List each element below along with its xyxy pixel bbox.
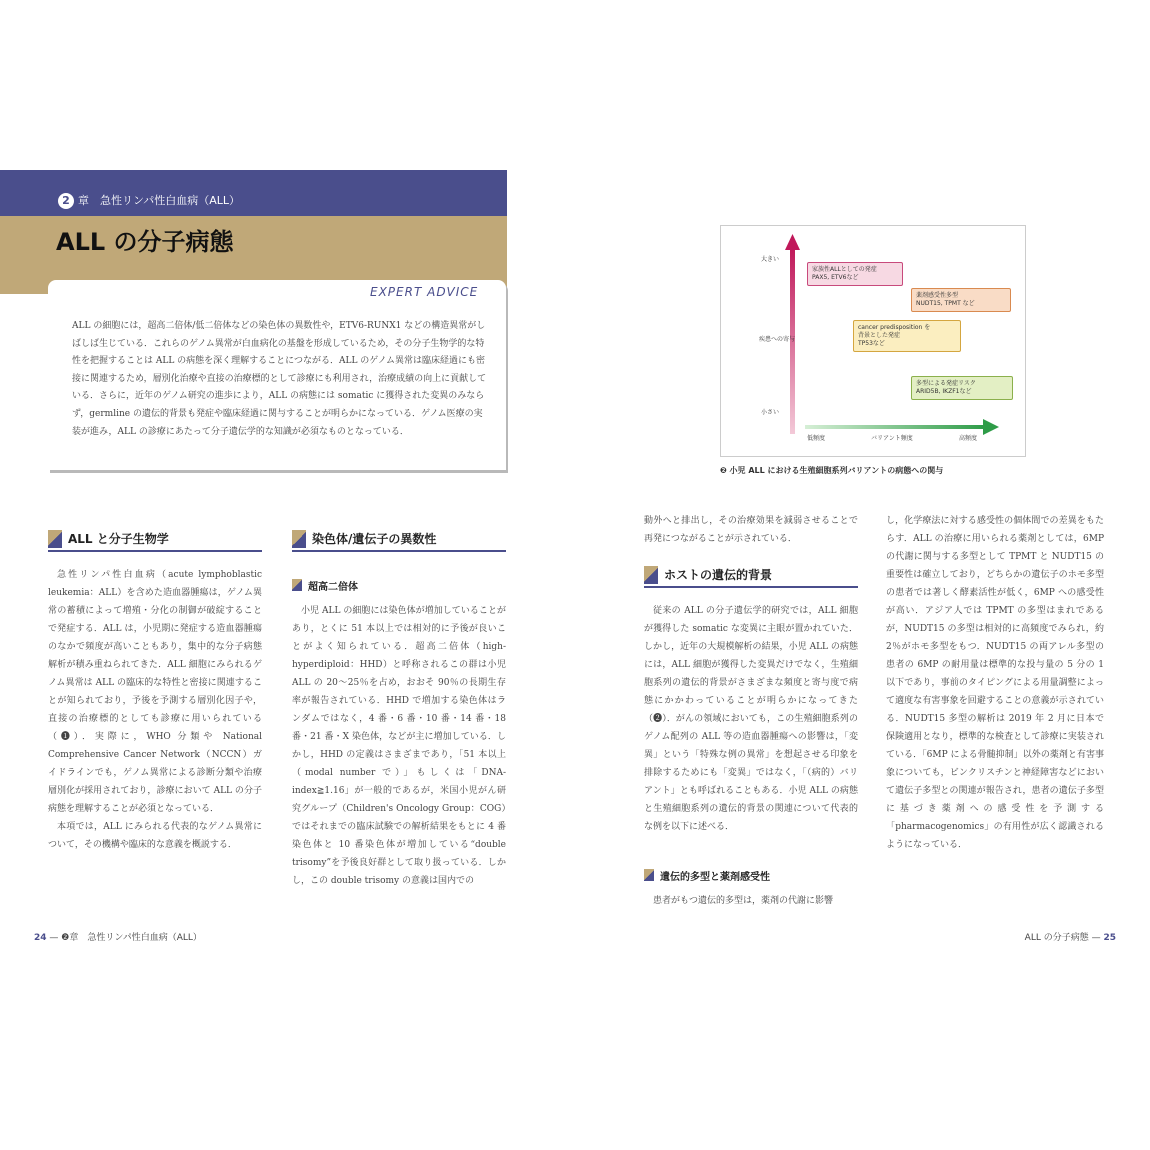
left-footer	[34, 930, 202, 943]
page-title: ALL の分子病態	[56, 228, 234, 256]
paragraph: 従来の ALL の分子遺伝学的研究では，ALL 細胞が獲得した somatic な変異に主眼が置かれていた．しかし，近年の大規模解析の結果，小児 ALL の病態には，ALL 細胞が獲得した変異だけでなく，生殖細胞系列の遺伝的背景がさまざまな頻度と寄与度で病態にかかわっていることが明らかになってきた（❷）．がんの領域においても，この生殖細胞系列のゲノム配列の ALL 等の造血器腫瘍への影響は，「変異」という「特殊な例の異常」を想起させる印象を排除するためにも「変異」ではなく，「（病的）バリアント」とも呼ばれることもある．小児 ALL の病態と生殖細胞系列の遺伝的背景の関連について代表的な例を以下に述べる．	[644, 606, 858, 832]
chapter-label: 章 急性リンパ性白血病（ALL）	[78, 194, 241, 207]
footer-separator: —	[1091, 933, 1101, 943]
chapter-band	[0, 170, 507, 216]
paragraph: 本項では，ALL にみられる代表的なゲノム異常について，その機構や臨床的な意義を概説する．	[48, 822, 262, 850]
x-label-low: 低頻度	[807, 435, 826, 442]
chapter-number-badge: 2	[58, 193, 74, 209]
right-footer	[1025, 930, 1116, 943]
x-label-mid: バリアント頻度	[871, 435, 913, 442]
section-heading-aneuploidy	[292, 528, 506, 552]
footer-title: ALL の分子病態	[1024, 933, 1089, 943]
subheading-text: 遺伝的多型と薬剤感受性	[660, 872, 770, 883]
subheading-marker-icon	[644, 869, 654, 881]
note-drug-sensitivity: 薬剤感受性多型 NUDT15, TPMT など	[911, 288, 1011, 312]
section-heading-text: 染色体/遺伝子の異数性	[312, 532, 437, 546]
page-number: 25	[1103, 933, 1116, 943]
paragraph: 患者がもつ遺伝的多型は，薬剤の代謝に影響	[653, 896, 834, 906]
y-axis-arrowhead	[785, 234, 800, 250]
expert-advice-tag: EXPERT ADVICE	[370, 285, 479, 299]
footer-chapter: ❷章 急性リンパ性白血病（ALL）	[61, 933, 202, 943]
note-familial-all: 家族性ALLとしての発症 PAX5, ETV6など	[807, 262, 903, 286]
paragraph: 小児 ALL の細胞には染色体が増加していることがあり，とくに 51 本以上では相対的に予後が良いことがよく知られている．超高二倍体（high-hyperdiploid：HHD）と呼称されるこの群は小児 ALL の 20～25％を占め，おおそ 90％の長期生存率が報告されている．HHD で増加する染色体はランダムではなく，4 番・6 番・10 番・14 番・18 番・21 番・X 染色体，などが主に増加している．しかし，HHD の定義はさまざまであり，「51 本以上（modal number で）」もしくは「DNA-index≧1.16」が一般的であるが，米国小児がん研究グループ（Children's Oncology Group：COG）ではそれまでの臨床試験での解析結果をもとに 4 番染色体と 10 番染色体が増加している“double trisomy”を予後良好群として取り扱っている．しかし，この double trisomy の意義は国内での	[292, 606, 506, 886]
y-label-high: 大きい	[761, 256, 780, 263]
section1-body	[48, 566, 262, 854]
section-heading-all-molecular-biology	[48, 528, 262, 552]
subheading-marker-icon	[292, 579, 302, 591]
x-axis-arrow	[805, 425, 985, 429]
page-number: 24	[34, 933, 47, 943]
paragraph: 急性リンパ性白血病（acute lymphoblastic leukemia：ALL）を含めた造血器腫瘍は，ゲノム異常の蓄積によって増殖・分化の制御が破綻することで発症する．ALL は，小児期に発症する造血器腫瘍のなかで頻度が高いこともあり，集中的な分子病態解析が積み重ねられてきた．ALL 細胞にみられるゲノム異常は ALL の臨床的な特性と密接に関連することが知られており，予後を予測する層別化因子や，直接の治療標的としても診療に用いられている（❶）．実際に，WHO 分類や National Comprehensive Cancer Network（NCCN）ガイドラインでも，ゲノム異常による診断分類や治療層別化が採用されており，診療において ALL の分子病態を理解することが必須となっている．	[48, 570, 262, 814]
y-label-mid: 疾患への寄与	[759, 336, 796, 343]
note-polymorphism-risk: 多型による発症リスク ARID5B, IKZF1など	[911, 376, 1013, 400]
paragraph: 動外へと排出し，その治療効果を減弱させることで再発につながることが示されている．	[644, 516, 858, 544]
note-cancer-predisposition: cancer predisposition を 背景とした発症 TP53など	[853, 320, 961, 352]
x-label-high: 高頻度	[959, 435, 978, 442]
subsection-body	[644, 892, 858, 910]
col1-top-text	[644, 512, 858, 548]
subheading-hyperdiploid	[292, 578, 506, 592]
section3-body	[644, 602, 858, 836]
figure-caption: ❷ 小児 ALL における生殖細胞系列バリアントの病態への関与	[720, 466, 944, 475]
x-axis-arrowhead	[983, 419, 999, 435]
y-label-low: 小さい	[761, 409, 780, 416]
section-marker-icon	[292, 530, 306, 548]
section-heading-host-genetics	[644, 564, 858, 588]
section-heading-text: ホストの遺伝的背景	[664, 568, 773, 582]
subheading-polymorphism	[644, 868, 858, 882]
paragraph: し，化学療法に対する感受性の個体間での差異をもたらす．ALL の治療に用いられる薬剤としては，6MP の代謝に関与する多型として TPMT と NUDT15 の重要性は確立しており，どちらかの遺伝子のホモ多型の患者では著しく酵素活性が低く，6MP への感受性が高い．アジア人では TPMT の多型はまれであるが，NUDT15 の多型は相対的に高頻度でみられ，約 2％がホモ多型をもつ．NUDT15 の両アレル多型の患者の 6MP の耐用量は標準的な投与量の 5 分の 1 以下であり，事前のタイピングによる用量調整によって適度な有害事象を回避することの意義が示されている．NUDT15 多型の解析は 2019 年 2 月に日本で保険適用となり，標準的な検査として診療に実装されている．「6MP による骨髄抑制」以外の薬剤と有害事象についても，ビンクリスチンと神経障害などにおいて遺伝子多型との関連が報告され，患者の遺伝子多型に基づき薬剤への感受性を予測する「pharmacogenomics」の有用性が広く認識されるようになっている．	[886, 516, 1104, 850]
section-heading-text: ALL と分子生物学	[68, 532, 169, 546]
expert-advice-text: ALL の細胞には，超高二倍体/低二倍体などの染色体の異数性や，ETV6-RUNX1 などの構造異常がしばしば生じている．これらのゲノム異常が白血病化の基盤を形成しているため，その分子生物学的な特性を把握することは ALL の病態を深く理解することにつながる．ALL のゲノム異常は臨床経過にも密接に関連するため，層別化治療や直接の治療標的として診療にも利用され，治療成績の向上に貢献している．さらに，近年のゲノム研究の進歩により，ALL の病態には somatic に獲得された変異のみならず，germline の遺伝的背景も発症や臨床経過に関与することが明らかになっている．ゲノム医療の実装が進み，ALL の診療にあたって分子遺伝学的な知識が必須なものとなっている．	[72, 321, 487, 437]
section-marker-icon	[48, 530, 62, 548]
col2-text	[886, 512, 1104, 854]
footer-separator: —	[49, 933, 59, 943]
section-marker-icon	[644, 566, 658, 584]
figure-germline-variants	[720, 225, 1026, 457]
section2-body	[292, 602, 506, 890]
subheading-text: 超高二倍体	[308, 582, 358, 593]
